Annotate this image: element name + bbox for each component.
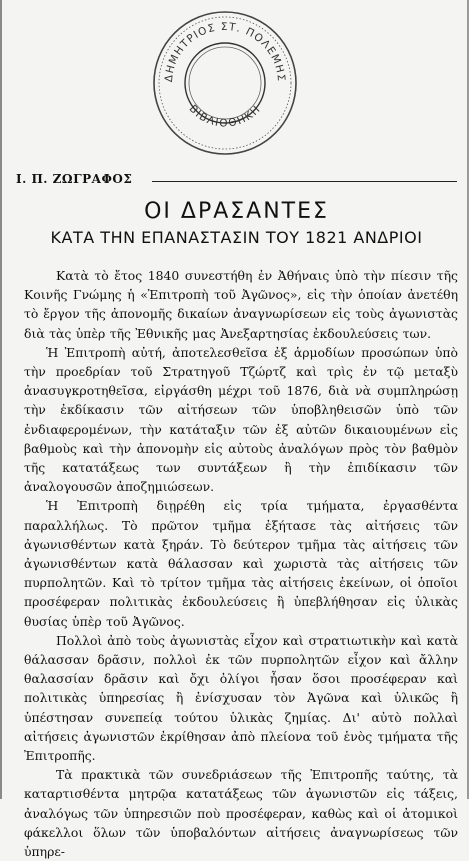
article-body <box>24 266 458 861</box>
article-subtitle: ΚΑΤΑ ΤΗΝ ΕΠΑΝΑΣΤΑΣΙΝ ΤΟΥ 1821 ΑΝΔΡΙΟΙ <box>50 228 423 247</box>
paragraph-3: Ἡ Ἐπιτροπὴ διῃρέθη εἰς τρία τμήματα, ἐργασθέντα παραλλήλως. Τὸ πρῶτον τμῆμα ἐξήτασε τὰς αἰτήσεις τῶν ἀγωνισθέντων κατὰ ξηράν. Τὸ δεύτερον τμῆμα τὰς αἰτήσεις τῶν ἀγωνισθέντων κατὰ θάλασσαν καὶ χωριστὰ τὰς αἰτήσεις τῶν πυρπολητῶν. Καὶ τὸ τρίτον τμῆμα τὰς αἰτήσεις ἐκείνων, οἱ ὁποῖοι προσέφεραν πολιτικὰς ἐκδουλεύσεις ἢ ὑπεβλήθησαν εἰς ὑλικὰς θυσίας ὑπὲρ τοῦ Ἀγῶνος. <box>24 498 458 629</box>
svg-text:ΒΙΒΛΙΟΘΗΚΗ <box>187 103 264 130</box>
svg-text:ΔΗΜΗΤΡΙΟΣ ΣΤ. ΠΟΛΕΜΗΣ <box>163 21 287 83</box>
paragraph-5: Τὰ πρακτικὰ τῶν συνεδριάσεων τῆς Ἐπιτροπῆς ταύτης, τὰ καταρτισθέντα μητρῷα κατατάξεως τῶν ἀγωνιστῶν εἰς τάξεις, ἀναλόγως τῶν ὑπηρεσιῶν ποὺ προσέφεραν, καθὼς καὶ οἱ ἀτομικοὶ φάκελλοι ὅλων τῶν ὑποβαλόντων αἰτήσεις ἀναγνωρίσεως τῶν ὑπηρε- <box>24 767 458 860</box>
paragraph-4: Πολλοὶ ἀπὸ τοὺς ἀγωνιστὰς εἶχον καὶ στρατιωτικὴν καὶ κατὰ θάλασσαν δρᾶσιν, πολλοὶ ἐκ τῶν πυρπολητῶν εἶχον καὶ ἄλλην θαλασσίαν δρᾶσιν καὶ ὄχι ὀλίγοι ἦσαν ὅσοι προσέφεραν καὶ πολιτικὰς ὑπηρεσίας ἢ ἐνίσχυσαν τὸν Ἀγῶνα καὶ ὑλικῶς ἢ ὑπέστησαν συνεπείᾳ τούτου ὑλικὰς ζημίας. Δι' αὐτὸ πολλαὶ αἰτήσεις ἀγωνιστῶν ἐκρίθησαν ἀπὸ πλείονα τοῦ ἑνὸς τμήματα τῆς Ἐπιτροπῆς. <box>24 632 458 764</box>
header-rule <box>152 181 457 182</box>
library-stamp <box>150 8 300 158</box>
article-title: ΟΙ ΔΡΑΣΑΝΤΕΣ <box>144 199 329 224</box>
paragraph-2: Ἡ Ἐπιτροπὴ αὐτή, ἀποτελεσθεῖσα ἐξ ἁρμοδίων προσώπων ὑπὸ τὴν προεδρίαν τοῦ Στρατηγοῦ Τζώρτζ καὶ τρὶς ἐν τῷ μεταξὺ ἀνασυγκροτηθεῖσα, εἰργάσθη μέχρι τοῦ 1876, διὰ νὰ συμπληρώσῃ τὴν ἐκδίκασιν τῶν αἰτήσεων τῶν ὑποβληθεισῶν ὑπὸ τῶν ἐνδιαφερομένων, τὴν κατάταξιν τῶν ἐξ αὐτῶν δικαιουμένων εἰς βαθμοὺς καὶ τὴν ἀπονομὴν εἰς αὐτοὺς ἀναλόγων πρὸς τὸν βαθμὸν τῆς κατατάξεως των συντάξεων ἢ τὴν ἐπιδίκασιν τῶν ἀναλογουσῶν ἀποζημιώσεων. <box>24 344 458 495</box>
author-name: Ι. Π. ΖΩΓΡΑΦΟΣ <box>16 172 133 186</box>
paragraph-1: Κατὰ τὸ ἔτος 1840 συνεστήθη ἐν Ἀθήναις ὑπὸ τὴν πίεσιν τῆς Κοινῆς Γνώμης ἡ «Ἐπιτροπὴ τοῦ Ἀγῶνος», εἰς τὴν ὁποίαν ἀνετέθη τὸ ἔργον τῆς ἀπονομῆς δικαίων ἀναγνωρίσεων εἰς τοὺς ἀγωνιστὰς διὰ τὰς ὑπὲρ τῆς Ἐθνικῆς μας Ἀνεξαρτησίας ἐκδουλεύσεις των. <box>24 268 458 341</box>
stamp-top-text: ΔΗΜΗΤΡΙΟΣ ΣΤ. ΠΟΛΕΜΗΣ <box>162 20 288 83</box>
stamp-bottom-text: ΒΙΒΛΙΟΘΗΚΗ <box>186 102 264 130</box>
